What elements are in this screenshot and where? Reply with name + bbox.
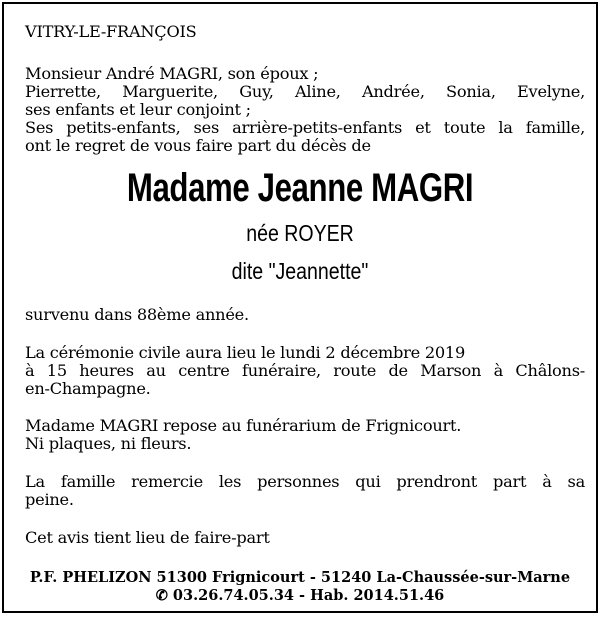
family-line-regret: ont le regret de vous faire part du décès de bbox=[25, 136, 371, 155]
rest-line-1: Madame MAGRI repose au funérarium de Frignicourt. bbox=[25, 416, 462, 435]
ceremony-line-3: en-Champagne. bbox=[25, 379, 151, 398]
deceased-name: Madame Jeanne MAGRI bbox=[126, 166, 474, 210]
nickname: dite "Jeannette" bbox=[231, 258, 369, 284]
family-line-spouses: ses enfants et leur conjoint ; bbox=[25, 100, 251, 119]
age-paragraph bbox=[25, 306, 585, 324]
ceremony-paragraph bbox=[25, 344, 585, 398]
maiden-name: née ROYER bbox=[246, 220, 354, 246]
rest-paragraph bbox=[25, 417, 585, 453]
ceremony-line-2: à 15 heures au centre funéraire, route de Marson à Châlons- bbox=[25, 361, 585, 380]
closing-paragraph bbox=[25, 529, 585, 547]
ceremony-line-1: La cérémonie civile aura lieu le lundi 2 décembre 2019 bbox=[25, 343, 466, 362]
family-line-grandchildren: Ses petits-enfants, ses arrière-petits-enfants et toute la famille, bbox=[25, 118, 585, 137]
family-line-children: Pierrette, Marguerite, Guy, Aline, Andrée, Sonia, Evelyne, bbox=[25, 82, 585, 101]
contact-line: ✆ 03.26.74.05.34 - Hab. 2014.51.46 bbox=[155, 587, 445, 604]
closing-text: Cet avis tient lieu de faire-part bbox=[25, 528, 270, 547]
funeral-home-line: P.F. PHELIZON 51300 Frignicourt - 51240 La-Chaussée-sur-Marne bbox=[29, 569, 571, 586]
thanks-line-2: peine. bbox=[25, 490, 74, 509]
location-heading bbox=[25, 23, 585, 41]
thanks-line-1: La famille remercie les personnes qui prendront part à sa bbox=[25, 472, 585, 491]
age-text: survenu dans 88ème année. bbox=[25, 305, 249, 324]
rest-line-2: Ni plaques, ni fleurs. bbox=[25, 434, 192, 453]
family-line-spouse: Monsieur André MAGRI, son époux ; bbox=[25, 64, 319, 83]
thanks-paragraph bbox=[25, 473, 585, 509]
location-text: VITRY-LE-FRANÇOIS bbox=[25, 22, 197, 41]
obituary-notice bbox=[2, 2, 598, 613]
family-announcement bbox=[25, 65, 585, 155]
